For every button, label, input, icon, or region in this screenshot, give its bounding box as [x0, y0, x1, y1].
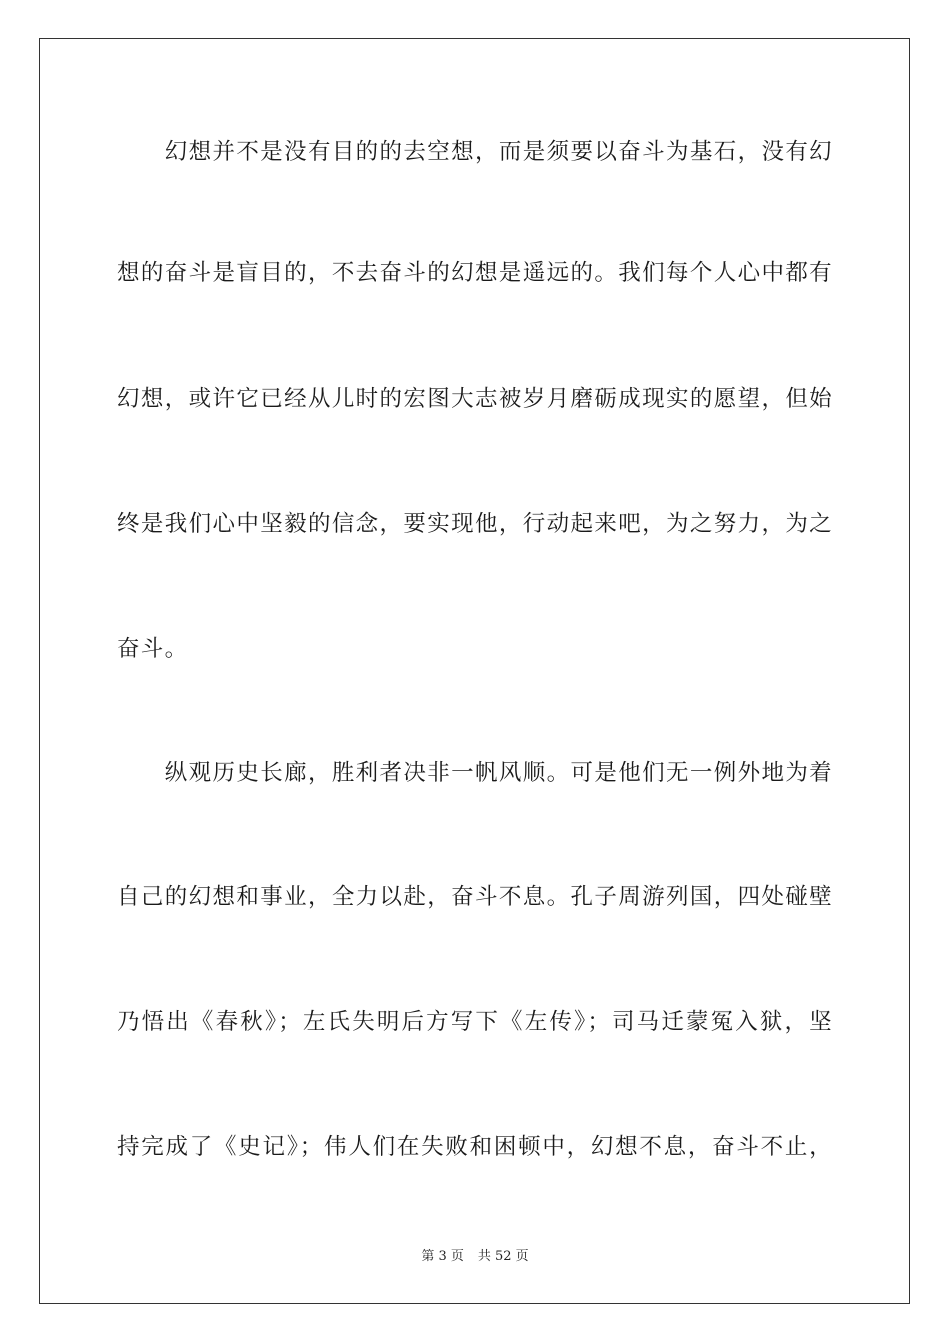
page-footer: [0, 1248, 950, 1266]
text-line: 终是我们心中坚毅的信念，要实现他，行动起来吧，为之努力，为之: [117, 511, 833, 537]
text-line: 自己的幻想和事业，全力以赴，奋斗不息。孔子周游列国，四处碰壁: [117, 884, 833, 910]
total-pages: 共 52 页: [477, 1249, 529, 1264]
text-line: 持完成了《史记》；伟人们在失败和困顿中，幻想不息，奋斗不止，: [117, 1134, 833, 1160]
text-line: 纵观历史长廊，胜利者决非一帆风顺。可是他们无一例外地为着: [117, 760, 833, 786]
page-number: 第 3 页: [421, 1249, 464, 1264]
text-line: 奋斗。: [117, 636, 189, 662]
text-line: 幻想并不是没有目的的去空想，而是须要以奋斗为基石，没有幻: [117, 139, 833, 165]
text-line: 想的奋斗是盲目的，不去奋斗的幻想是遥远的。我们每个人心中都有: [117, 260, 833, 286]
text-line: 幻想，或许它已经从儿时的宏图大志被岁月磨砺成现实的愿望，但始: [117, 386, 833, 412]
page-frame: [39, 38, 910, 1304]
text-line: 乃悟出《春秋》；左氏失明后方写下《左传》；司马迁蒙冤入狱，坚: [117, 1009, 833, 1035]
